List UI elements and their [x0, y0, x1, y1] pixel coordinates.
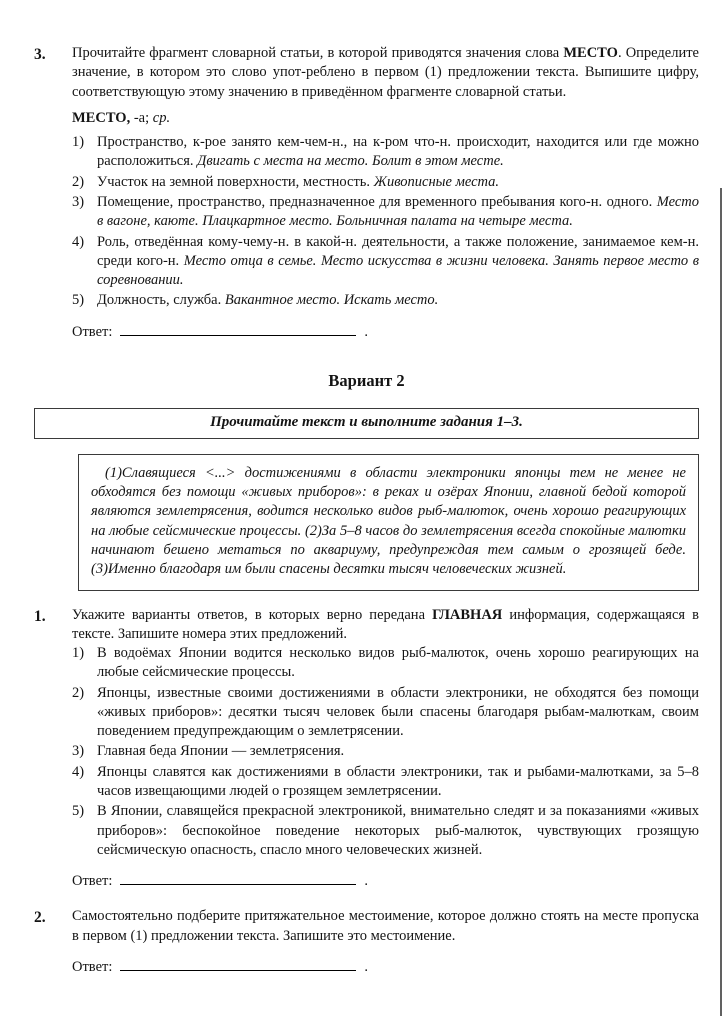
headword-gender: ср.: [152, 109, 171, 126]
task-1-prompt: [72, 606, 699, 645]
task-1: [34, 606, 699, 892]
task-1-prompt-part1: Укажите варианты ответов, в которых верно передана: [72, 606, 433, 623]
option-number: 3): [72, 743, 85, 760]
option-number: 2): [72, 684, 85, 701]
dictionary-headword: [72, 109, 699, 128]
answer-blank: [120, 323, 356, 336]
entry-text: [97, 233, 699, 291]
entry-definition: Помещение, пространство, предназначенное для временного пребывания кого-н. одного.: [97, 193, 657, 210]
answer-blank: [120, 958, 356, 971]
headword-bold: МЕСТО,: [72, 109, 131, 126]
option-text: Японцы славятся как достижениями в области электроники, так и рыбами-малютками, за 5–8 часов извещающими людей о грозящем землетрясении.: [97, 763, 699, 800]
passage-text: (1)Славящиеся <...> достижениями в области электроники японцы тем не менее не обходятся без помощи «живых приборов»: в реках и озёрах Японии, главной бедой которой являются землетрясения, водится несколько видов рыб-малюток, очень хорошо реагирующих на любые сейсмические процессы. (2)За 5–8 часов до землетрясения всегда спокойные малютки начинают бешено метаться по аквариуму, предупреждая тем самым о грозящей беде. (3)Именно благодаря им были спасены десятки тысяч человеческих жизней.: [91, 464, 686, 578]
answer-period: .: [364, 959, 368, 975]
variant-heading: Вариант 2: [328, 370, 405, 390]
entry-number: 4): [72, 233, 85, 250]
answer-label: Ответ:: [72, 323, 113, 340]
answer-period: .: [364, 873, 368, 890]
answer-label: Ответ:: [72, 873, 113, 890]
entry-definition: Участок на земной поверхности, местность.: [97, 173, 374, 190]
answer-period: .: [364, 323, 368, 340]
entry-definition: Роль, отведённая кому-чему-н. в какой-н. деятельности, а также положение, занимаемое кем-н. среди кого-н.: [97, 233, 699, 269]
passage-box: [78, 454, 699, 591]
task-3-prompt-part2: . Определите значение, в котором это слово упот-реблено в первом (1) предложении текста. Выпишите цифру, соответствующую этому значению в приведённом фрагменте словарной статьи.: [72, 45, 699, 100]
task-1-number: 1.: [34, 607, 46, 625]
entry-definition: Пространство, к-рое занято кем-чем-н., на к-ром что-н. происходит, находится или где можно расположиться.: [97, 134, 699, 170]
answer-line: [72, 872, 699, 891]
answer-option: [72, 684, 699, 742]
entry-example: Место в вагоне, каюте. Плацкартное место. Больничная палата на четыре места.: [97, 193, 699, 230]
instruction-box: Прочитайте текст и выполните задания 1–3.: [34, 408, 699, 439]
entry-text: [97, 193, 699, 232]
entry-example: Живописные места.: [373, 173, 500, 190]
answer-line: [72, 958, 699, 977]
task-2-prompt: Самостоятельно подберите притяжательное местоимение, которое должно стоять на месте пропуска в первом (1) предложении текста. Запишите это местоимение.: [72, 908, 699, 944]
task-3-prompt-part1: Прочитайте фрагмент словарной статьи, в которой приводятся значения слова: [72, 45, 564, 61]
option-number: 5): [72, 803, 85, 820]
answer-option: [72, 802, 699, 860]
dictionary-entry: [72, 133, 699, 172]
option-text: Главная беда Японии — землетрясения.: [97, 743, 345, 760]
task-2: [34, 907, 699, 977]
entry-number: 1): [72, 134, 85, 151]
answer-option: [72, 763, 699, 802]
dictionary-entry: [72, 173, 699, 192]
entry-text: [97, 173, 699, 192]
task-3-number: 3.: [34, 46, 46, 63]
entry-text: [97, 291, 699, 310]
option-number: 1): [72, 645, 85, 662]
entry-number: 3): [72, 193, 85, 210]
answer-line: [72, 323, 699, 342]
entry-number: 5): [72, 292, 85, 309]
answer-option: [72, 644, 699, 683]
option-text: В Японии, славящейся прекрасной электроникой, внимательно следят и за показаниями «живых приборов»: беспокойное поведение некоторых рыб-малюток, чувствующих грозящую сейсмическую опасность, спасло много человеческих жизней.: [97, 803, 699, 858]
headword-grammar: -а;: [130, 109, 153, 126]
option-text: Японцы, известные своими достижениями в области электроники, не обходятся без помощи «живых приборов»: десятки тысяч человек были спасены благодаря рыбам-малюткам, своим поведением предупреждающим о землетрясении.: [97, 684, 699, 740]
dictionary-entry: [72, 233, 699, 291]
option-text: В водоёмах Японии водится несколько видов рыб-малюток, очень хорошо реагирующих на любые сейсмические процессы.: [97, 645, 699, 681]
entry-number: 2): [72, 173, 85, 190]
entry-definition: Должность, служба.: [97, 292, 225, 309]
task-1-prompt-keyword: ГЛАВНАЯ: [432, 606, 503, 623]
answer-option: [72, 742, 699, 761]
entry-example: Место отца в семье. Место искусства в жизни человека. Занять первое место в соревновании.: [97, 252, 699, 289]
task-2-number: 2.: [34, 909, 46, 927]
option-number: 4): [72, 763, 85, 780]
dictionary-entry: [72, 193, 699, 232]
entry-example: Двигать с места на место. Болит в этом месте.: [197, 153, 504, 170]
answer-label: Ответ:: [72, 959, 113, 975]
answer-blank: [120, 872, 356, 885]
task-3-prompt: [72, 44, 699, 102]
dictionary-entry: [72, 291, 699, 310]
entry-text: [97, 133, 699, 172]
task-3: [34, 44, 699, 342]
task-3-prompt-keyword: МЕСТО: [563, 45, 618, 61]
task-1-prompt-part2: информация, содержащаяся в тексте. Запишите номера этих предложений.: [72, 606, 699, 642]
entry-example: Вакантное место. Искать место.: [224, 292, 439, 309]
